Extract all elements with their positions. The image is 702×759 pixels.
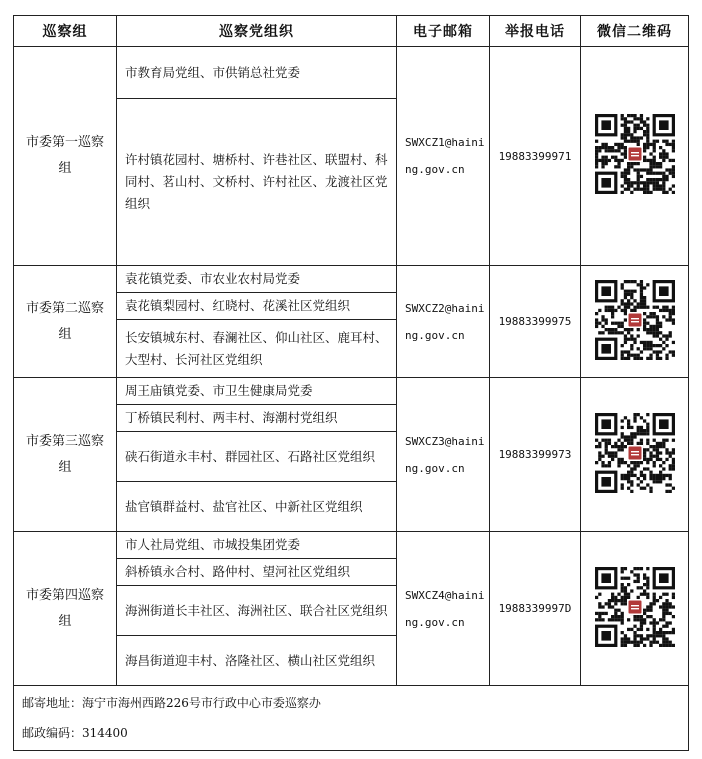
group-name: 市委第三巡察组 bbox=[14, 378, 117, 532]
report-phone[interactable]: 19883399975 bbox=[490, 266, 581, 378]
contact-sheet bbox=[13, 15, 688, 751]
footer-row bbox=[14, 686, 689, 751]
wechat-qr-code-icon[interactable] bbox=[595, 413, 675, 493]
qr-cell bbox=[581, 532, 689, 686]
group-2-row-1 bbox=[14, 266, 689, 293]
group-name: 市委第四巡察组 bbox=[14, 532, 117, 686]
header-group: 巡察组 bbox=[14, 16, 117, 47]
report-phone[interactable]: 19883399973 bbox=[490, 378, 581, 532]
org-item: 市教育局党组、市供销总社党委 bbox=[117, 47, 397, 99]
group-name: 市委第一巡察组 bbox=[14, 47, 117, 266]
wechat-qr-code-icon[interactable] bbox=[595, 280, 675, 360]
org-item: 丁桥镇民利村、两丰村、海潮村党组织 bbox=[117, 405, 397, 432]
email-address[interactable]: SWXCZ2@haining.gov.cn bbox=[397, 266, 490, 378]
group-4-row-1 bbox=[14, 532, 689, 559]
org-item: 袁花镇党委、市农业农村局党委 bbox=[117, 266, 397, 293]
org-item: 许村镇花园村、塘桥村、许巷社区、联盟村、科同村、茗山村、文桥村、许村社区、龙渡社区党组织 bbox=[117, 99, 397, 266]
header-row bbox=[14, 16, 689, 47]
org-item: 盐官镇群益村、盐官社区、中新社区党组织 bbox=[117, 482, 397, 532]
org-item: 长安镇城东村、春澜社区、仰山社区、鹿耳村、大型村、长河社区党组织 bbox=[117, 320, 397, 378]
group-1-row-1 bbox=[14, 47, 689, 99]
postal-code: 邮政编码：314400 bbox=[22, 726, 128, 740]
header-qr: 微信二维码 bbox=[581, 16, 689, 47]
qr-cell bbox=[581, 47, 689, 266]
org-item: 硖石街道永丰村、群园社区、石路社区党组织 bbox=[117, 432, 397, 482]
group-name: 市委第二巡察组 bbox=[14, 266, 117, 378]
org-item: 市人社局党组、市城投集团党委 bbox=[117, 532, 397, 559]
email-address[interactable]: SWXCZ4@haining.gov.cn bbox=[397, 532, 490, 686]
email-address[interactable]: SWXCZ3@haining.gov.cn bbox=[397, 378, 490, 532]
report-phone[interactable]: 1988339997D bbox=[490, 532, 581, 686]
org-item: 周王庙镇党委、市卫生健康局党委 bbox=[117, 378, 397, 405]
mailing-address: 邮寄地址：海宁市海州西路226号市行政中心市委巡察办 bbox=[22, 696, 321, 710]
header-email: 电子邮箱 bbox=[397, 16, 490, 47]
header-phone: 举报电话 bbox=[490, 16, 581, 47]
org-item: 海洲街道长丰社区、海洲社区、联合社区党组织 bbox=[117, 586, 397, 636]
wechat-qr-code-icon[interactable] bbox=[595, 114, 675, 194]
email-address[interactable]: SWXCZ1@haining.gov.cn bbox=[397, 47, 490, 266]
org-item: 海昌街道迎丰村、洛隆社区、横山社区党组织 bbox=[117, 636, 397, 686]
inspection-table bbox=[13, 15, 689, 751]
qr-cell bbox=[581, 378, 689, 532]
org-item: 袁花镇梨园村、红晓村、花溪社区党组织 bbox=[117, 293, 397, 320]
report-phone[interactable]: 19883399971 bbox=[490, 47, 581, 266]
org-item: 斜桥镇永合村、路仲村、望河社区党组织 bbox=[117, 559, 397, 586]
wechat-qr-code-icon[interactable] bbox=[595, 567, 675, 647]
qr-cell bbox=[581, 266, 689, 378]
footer-cell bbox=[14, 686, 689, 751]
group-3-row-1 bbox=[14, 378, 689, 405]
header-org: 巡察党组织 bbox=[117, 16, 397, 47]
